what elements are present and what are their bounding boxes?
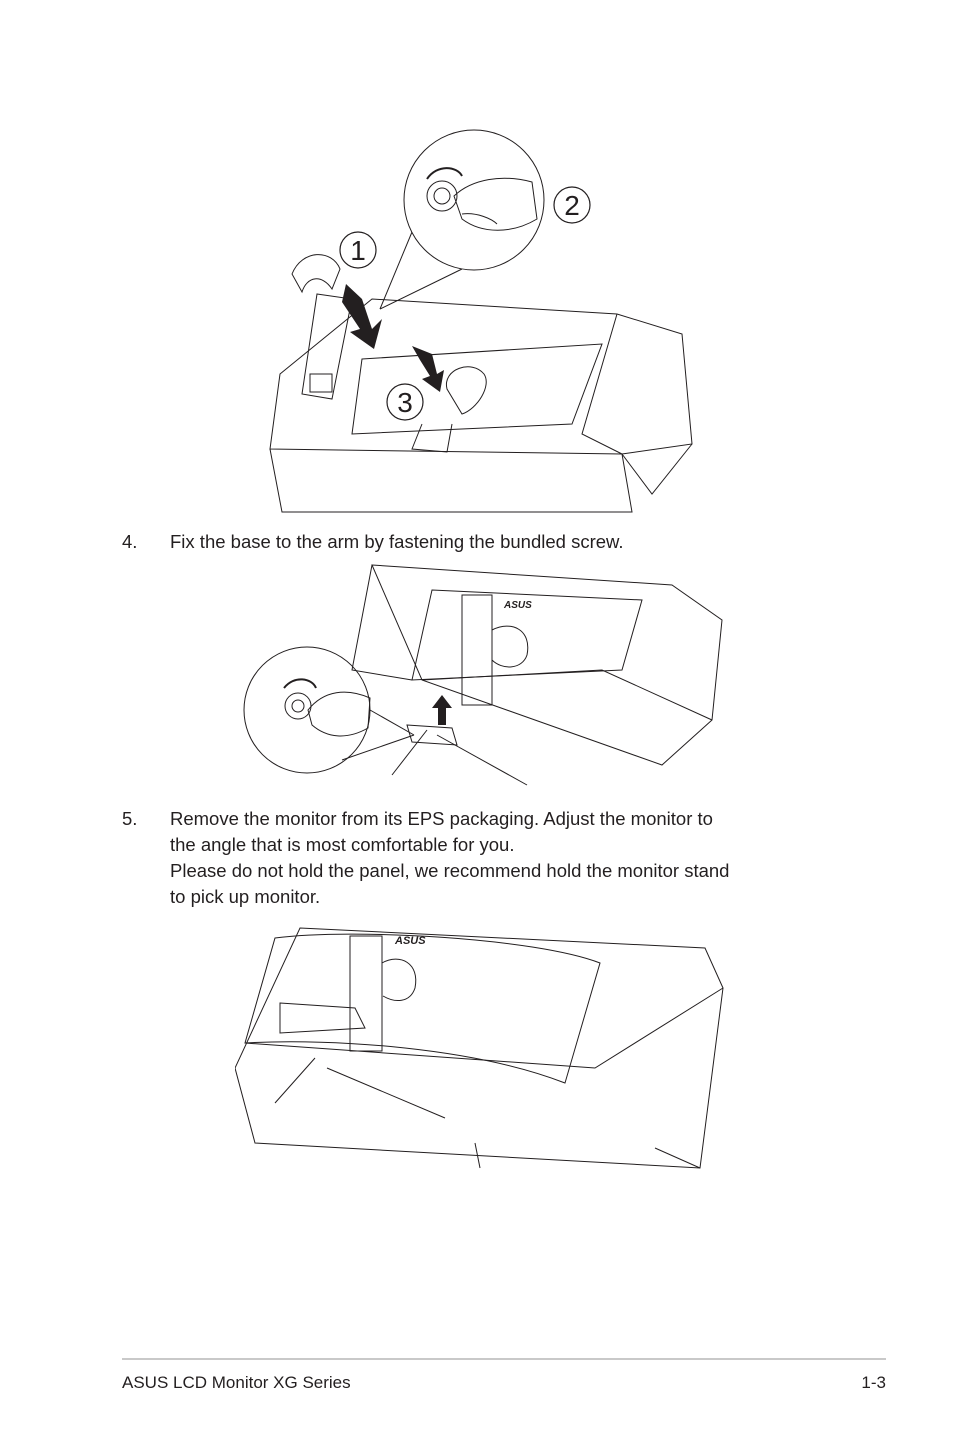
step-number: 4. [122, 531, 138, 552]
step-text-line-4: to pick up monitor. [170, 886, 321, 907]
step-text: Fix the base to the arm by fastening the bundled screw. [170, 531, 624, 552]
brand-mark-fig3: ASUS [395, 935, 426, 947]
callout-3: 3 [397, 387, 413, 418]
footer-divider [122, 1358, 886, 1360]
step-text-line-2: the angle that is most comfortable for you. [170, 834, 515, 855]
brand-mark-fig2: ASUS [504, 600, 532, 611]
figure-remove-monitor [235, 918, 727, 1172]
figure-base-assembly [262, 124, 702, 516]
footer-title: ASUS LCD Monitor XG Series [122, 1373, 351, 1392]
page-number: 1-3 [861, 1373, 886, 1392]
step-number: 5. [122, 808, 138, 829]
figure-fasten-screw [242, 560, 732, 788]
step-text-line-3: Please do not hold the panel, we recommend hold the monitor stand [170, 860, 730, 881]
step-text-line-1: Remove the monitor from its EPS packaging. Adjust the monitor to [170, 808, 713, 829]
callout-1: 1 [350, 235, 366, 266]
callout-2: 2 [564, 190, 580, 221]
